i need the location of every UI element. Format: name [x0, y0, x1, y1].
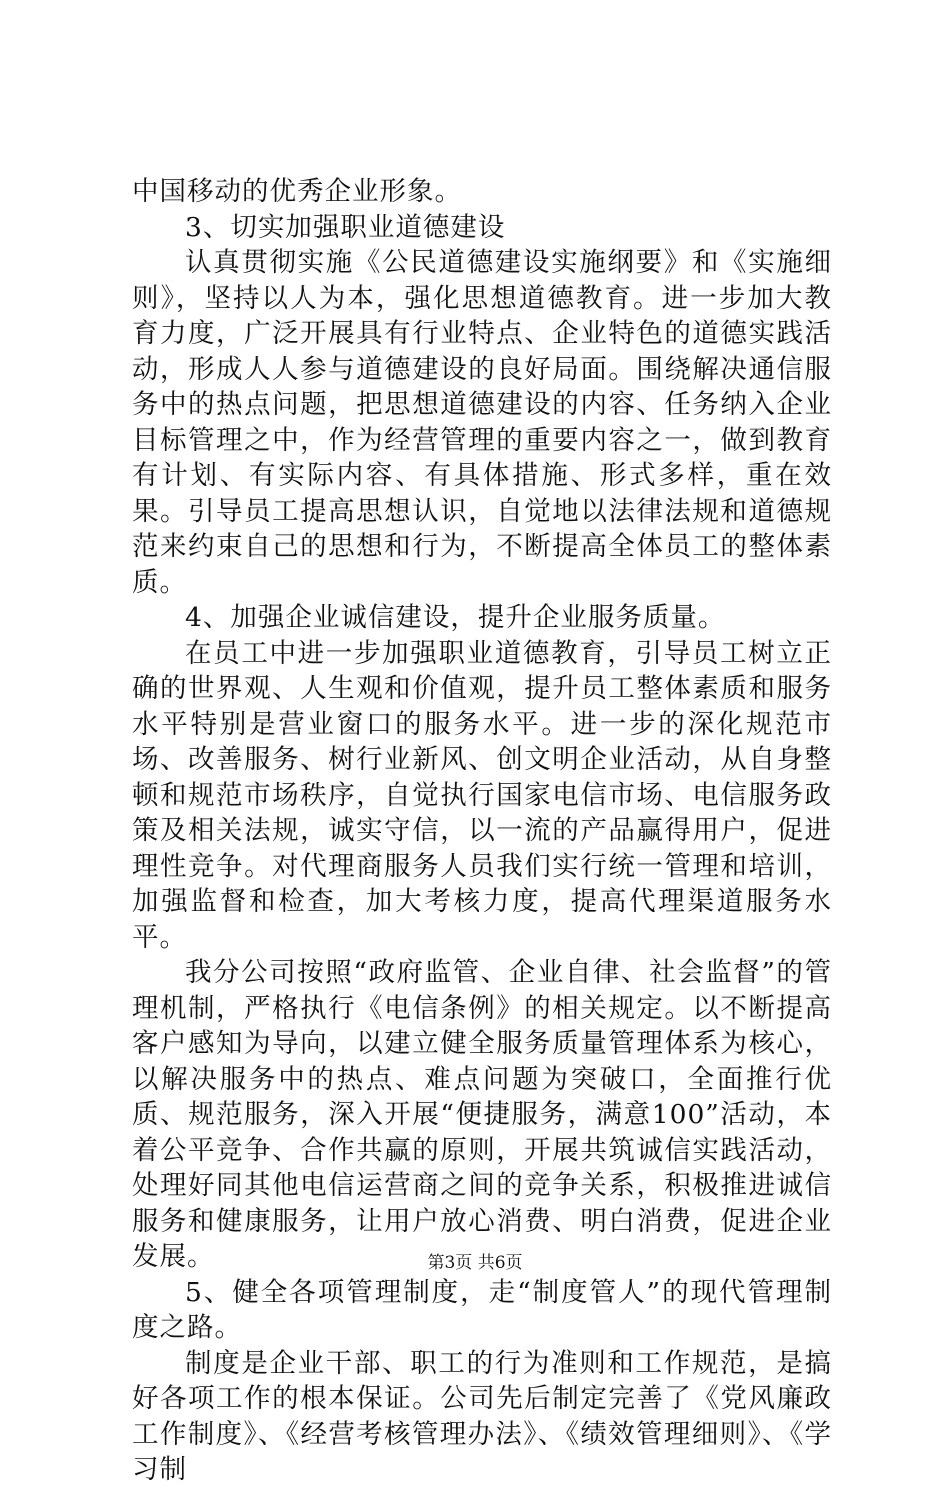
paragraph-4: 我分公司按照“政府监管、企业自律、社会监督”的管理机制，严格执行《电信条例》的相关规定。以不断提高客户感知为导向，以建立健全服务质量管理体系为核心，以解决服务中的热点、难点问题为突破口，全面推行优质、规范服务，深入开展“便捷服务，满意100”活动，本着公平竞争、合作共赢的原则，开展共筑诚信实践活动，处理好同其他电信运营商之间的竞争关系，积极推进诚信服务和健康服务，让用户放心消费、明白消费，促进企业发展。: [132, 957, 832, 1272]
heading-4: 4、加强企业诚信建设，提升企业服务质量。: [185, 602, 726, 633]
paragraph-5: 制度是企业干部、职工的行为准则和工作规范，是搞好各项工作的根本保证。公司先后制定完善了《党风廉政工作制度》、《经营考核管理办法》、《绩效管理细则》、《学习制: [132, 1347, 832, 1485]
heading-3: 3、切实加强职业道德建设: [185, 211, 506, 243]
paragraph-3: 在员工中进一步加强职业道德教育，引导员工树立正确的世界观、人生观和价值观，提升员工整体素质和服务水平特别是营业窗口的服务水平。进一步的深化规范市场、改善服务、树行业新风、创文明企业活动，从自身整顿和规范市场秩序，自觉执行国家电信市场、电信服务政策及相关法规，诚实守信，以一流的产品赢得用户，促进理性竞争。对代理商服务人员我们实行统一管理和培训，加强监督和检查，加大考核力度，提高代理渠道服务水平。: [132, 637, 832, 953]
paragraph-1: 中国移动的优秀企业形象。: [132, 176, 462, 207]
page-number-footer: 第3页 共6页: [427, 1253, 523, 1273]
paragraph-2: 认真贯彻实施《公民道德建设实施纲要》和《实施细则》，坚持以人为本，强化思想道德教育。进一步加大教育力度，广泛开展具有行业特点、企业特色的道德实践活动，形成人人参与道德建设的良好局面。围绕解决通信服务中的热点问题，把思想道德建设的内容、任务纳入企业目标管理之中，作为经营管理的重要内容之一，做到教育有计划、有实际内容、有具体措施、形式多样，重在效果。引导员工提高思想认识，自觉地以法律法规和道德规范来约束自己的思想和行为，不断提高全体员工的整体素质。: [132, 247, 832, 598]
heading-5: 5、健全各项管理制度，走“制度管人”的现代管理制度之路。: [132, 1276, 832, 1343]
document-body: [132, 174, 832, 1488]
